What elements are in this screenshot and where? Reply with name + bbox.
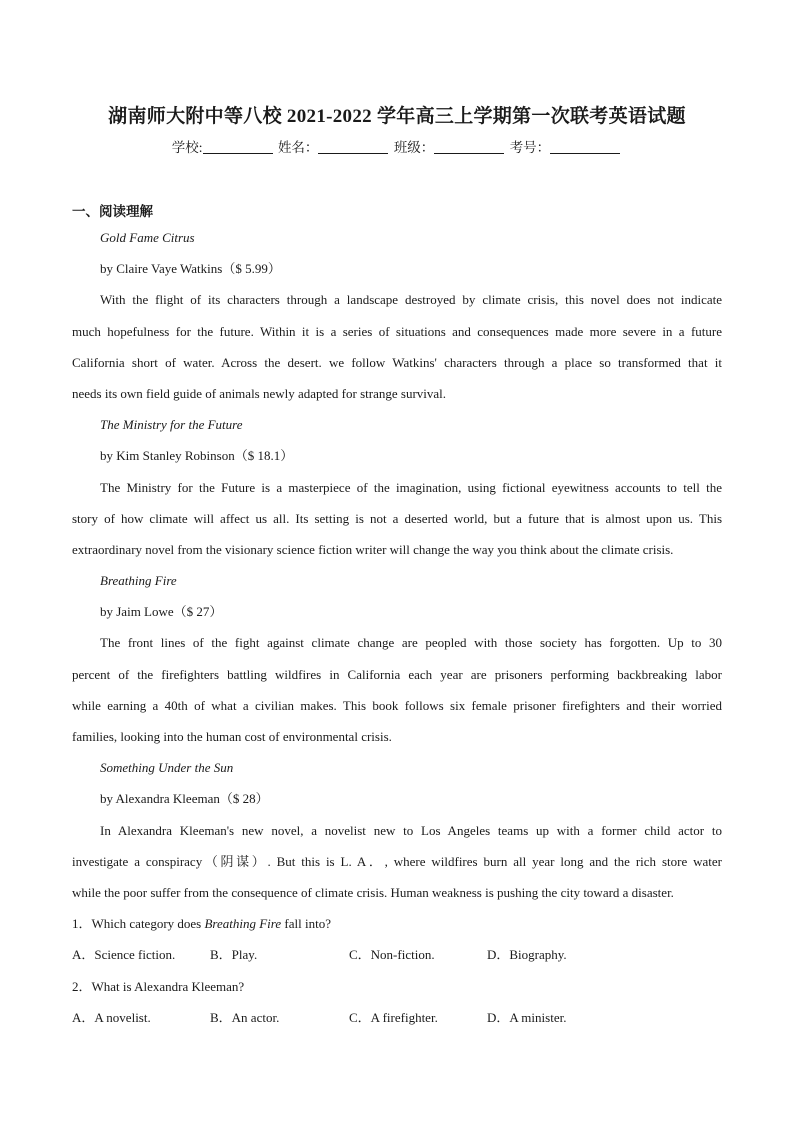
book-title: Breathing Fire <box>100 573 177 589</box>
section-heading: 一、阅读理解 <box>72 204 153 219</box>
question-stem-title: Breathing Fire <box>204 916 282 932</box>
book-byline: by Kim Stanley Robinson（$ 18.1） <box>100 448 294 464</box>
option-a[interactable]: A．Science fiction. <box>72 947 176 963</box>
passage-line: while earning a 40th of what a civilian makes. This book follows six female prisoner firefighters and their worried <box>72 697 722 713</box>
option-a[interactable]: A．A novelist. <box>72 1009 151 1025</box>
passage-line: California short of water. Across the desert. we follow Watkins' characters through a place so transformed that it <box>72 354 722 370</box>
book-byline: by Jaim Lowe（$ 27） <box>100 604 223 620</box>
question-1-options <box>72 939 722 970</box>
name-label: 姓名： <box>277 140 319 155</box>
book-title: Gold Fame Citrus <box>100 230 195 245</box>
option-d[interactable]: D．Biography. <box>487 947 567 963</box>
book-byline: by Claire Vaye Watkins（$ 5.99） <box>100 261 281 277</box>
passage-line: percent of the firefighters battling wildfires in California each year are prisoners performing backbreaking labor <box>72 666 722 682</box>
passage-line: The front lines of the fight against climate change are peopled with those society has forgotten. Up to 30 <box>100 635 722 651</box>
question-2-stem: 2．What is Alexandra Kleeman? <box>72 978 245 994</box>
passage-line: story of how climate will affect us all. Its setting is not a deserted world, but a future that is almost upon us. This <box>72 510 722 526</box>
exam-no-label: 考号： <box>509 140 551 155</box>
book-title: Something Under the Sun <box>100 760 234 776</box>
name-blank[interactable] <box>318 139 388 154</box>
book-byline: by Alexandra Kleeman（$ 28） <box>100 791 269 807</box>
option-b[interactable]: B．Play. <box>210 947 258 963</box>
option-b[interactable]: B．An actor. <box>210 1009 280 1025</box>
class-blank[interactable] <box>434 139 504 154</box>
option-c[interactable]: C．Non-fiction. <box>349 947 435 963</box>
reading-passage <box>72 222 722 1033</box>
question-2-options <box>72 1002 722 1033</box>
book-title: The Ministry for the Future <box>100 417 243 433</box>
passage-line: In Alexandra Kleeman's new novel, a novelist new to Los Angeles teams up with a former child actor to <box>100 822 722 838</box>
passage-line: needs its own field guide of animals newly adapted for strange survival. <box>72 385 447 401</box>
student-info-line <box>0 138 794 158</box>
passage-line: The Ministry for the Future is a masterpiece of the imagination, using fictional eyewitness accounts to tell the <box>100 479 722 495</box>
exam-no-blank[interactable] <box>550 139 620 154</box>
passage-line: while the poor suffer from the consequence of climate crisis. Human weakness is pushing the city toward a disaster. <box>72 884 674 900</box>
passage-line: investigate a conspiracy（阴谋）. But this is L. A．, where wildfires burn all year long and the rich store water <box>72 853 722 869</box>
school-blank[interactable] <box>203 139 273 154</box>
passage-line: extraordinary novel from the visionary science fiction writer will change the way you think about the climate crisis. <box>72 541 674 557</box>
page-title: 湖南师大附中等八校 2021-2022 学年高三上学期第一次联考英语试题 <box>108 106 686 127</box>
option-c[interactable]: C．A firefighter. <box>349 1009 438 1025</box>
question-stem-text: 1．Which category does <box>72 916 205 932</box>
passage-line: much hopefulness for the future. Within it is a series of situations and consequences made more severe in a future <box>72 323 722 339</box>
class-label: 班级： <box>393 140 435 155</box>
school-label: 学校: <box>171 140 203 155</box>
question-1-stem <box>72 908 722 939</box>
passage-line: With the flight of its characters through a landscape destroyed by climate crisis, this novel does not indicate <box>100 292 722 308</box>
option-d[interactable]: D．A minister. <box>487 1009 567 1025</box>
question-stem-text: fall into? <box>281 916 331 932</box>
passage-line: families, looking into the human cost of environmental crisis. <box>72 729 392 744</box>
